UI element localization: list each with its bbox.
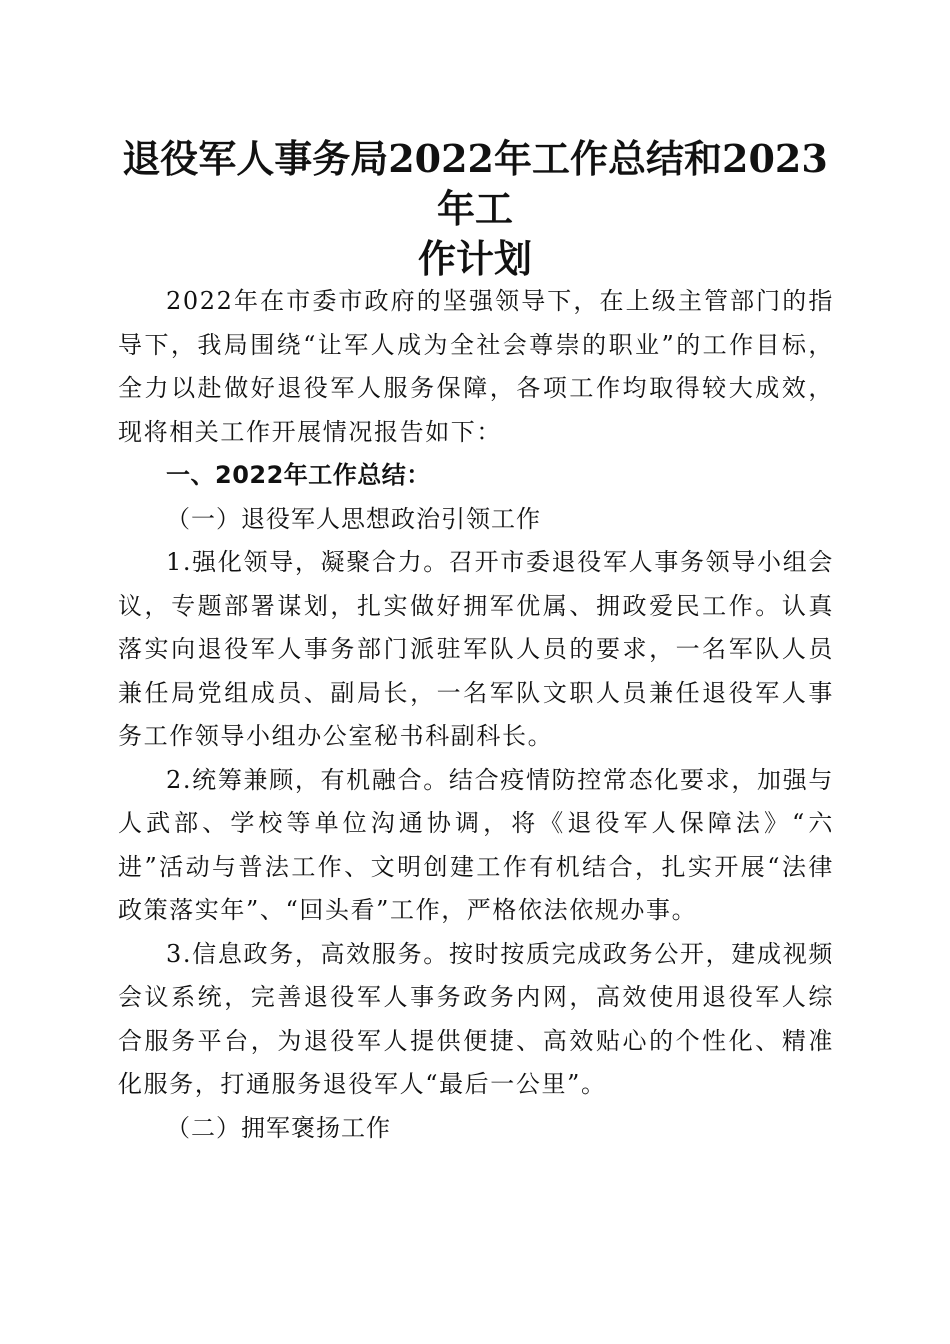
section-heading-1: 一、2022年工作总结： xyxy=(166,461,431,489)
document-body xyxy=(118,280,834,1150)
paragraph-item-2: 2.统筹兼顾，有机融合。结合疫情防控常态化要求，加强与人武部、学校等单位沟通协调，将《退役军人保障法》“六进”活动与普法工作、文明创建工作有机结合，扎实开展“法律政策落实年”、“回头看”工作，严格依法依规办事。 xyxy=(118,765,834,924)
document-title xyxy=(110,134,840,284)
subsection-heading-2: （二）拥军褒扬工作 xyxy=(166,1113,391,1142)
intro-paragraph: 2022年在市委市政府的坚强领导下，在上级主管部门的指导下，我局围绕“让军人成为全社会尊崇的职业”的工作目标，全力以赴做好退役军人服务保障，各项工作均取得较大成效，现将相关工作开展情况报告如下： xyxy=(118,287,834,446)
title-line-1: 退役军人事务局2022年工作总结和2023年工 xyxy=(122,136,828,231)
subsection-heading-1: （一）退役军人思想政治引领工作 xyxy=(166,504,541,533)
title-line-2: 作计划 xyxy=(417,236,532,281)
paragraph-item-1: 1.强化领导，凝聚合力。召开市委退役军人事务领导小组会议，专题部署谋划，扎实做好拥军优属、拥政爱民工作。认真落实向退役军人事务部门派驻军队人员的要求，一名军队人员兼任局党组成员、副局长，一名军队文职人员兼任退役军人事务工作领导小组办公室秘书科副科长。 xyxy=(118,548,834,750)
paragraph-item-3: 3.信息政务，高效服务。按时按质完成政务公开，建成视频会议系统，完善退役军人事务政务内网，高效使用退役军人综合服务平台，为退役军人提供便捷、高效贴心的个性化、精准化服务，打通服务退役军人“最后一公里”。 xyxy=(118,939,834,1098)
